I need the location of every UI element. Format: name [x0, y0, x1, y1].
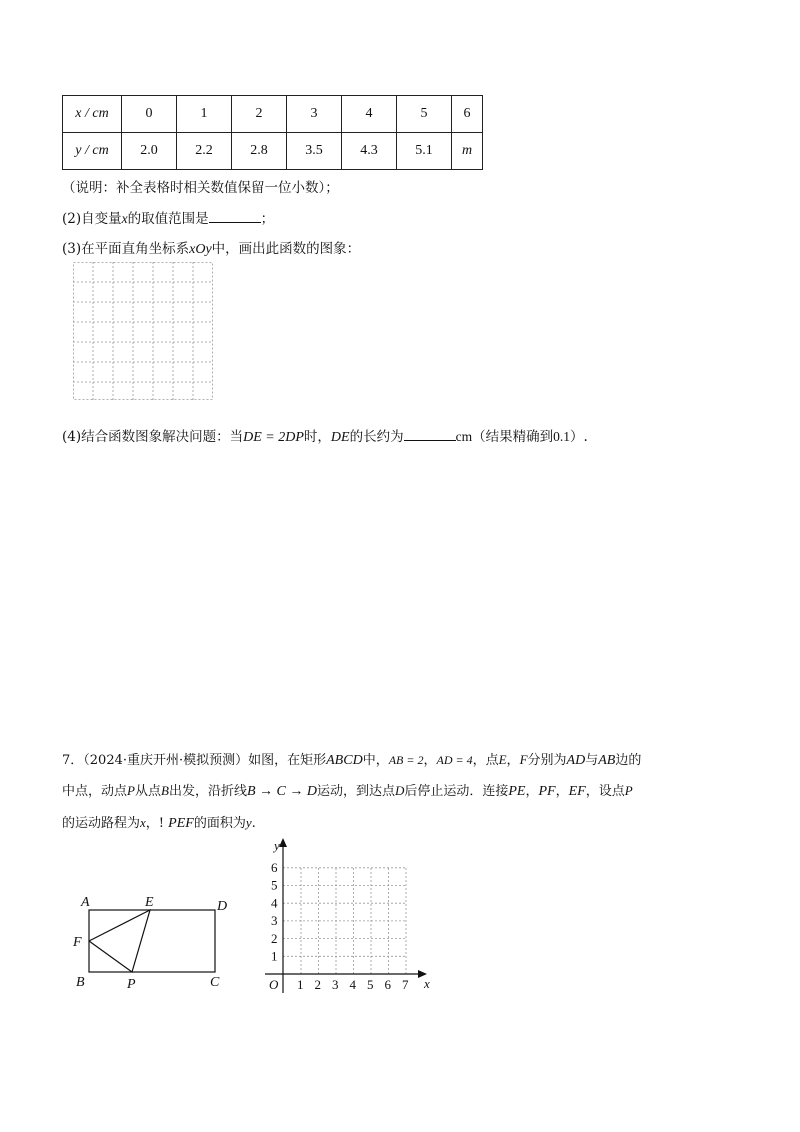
q7-text: 7．（2024·重庆开州·模拟预测）如图，在矩形 — [62, 753, 327, 768]
x-header: x / cm — [63, 96, 122, 133]
answer-blank[interactable] — [209, 222, 261, 223]
triangle-pef — [89, 910, 150, 972]
q7-e: E — [498, 752, 507, 767]
x-cell: 4 — [342, 96, 397, 133]
x-cell: 2 — [232, 96, 287, 133]
q3-prefix: (3)在平面直角坐标系 — [62, 241, 190, 257]
question-2 — [62, 207, 274, 227]
label-b: B — [76, 975, 85, 990]
y-tick-label: 4 — [271, 895, 278, 911]
y-axis-arrow-icon — [279, 838, 287, 847]
grid-lines — [283, 868, 406, 974]
q7-ab-label: AB — [598, 753, 616, 768]
coordinate-grid[interactable] — [255, 833, 440, 995]
x-cell: 5 — [397, 96, 452, 133]
q7-text: ，点 — [472, 753, 499, 768]
y-cell: 2.0 — [122, 133, 177, 170]
y-tick-label: 1 — [271, 948, 278, 964]
q7-text: 从点 — [134, 784, 161, 799]
q2-suffix: 的取值范围是 — [127, 211, 209, 227]
q7-path: B → C → D — [246, 784, 317, 799]
q4-precision: 0.1 — [553, 429, 570, 444]
question-7-line-2: 中点，动点P从点B出发，沿折线B → C → D运动，到达点D后停止运动．连接PE，PF，EF，设点P — [62, 783, 633, 799]
label-e: E — [145, 895, 154, 910]
q7-text: 的运动路程为 — [62, 816, 141, 831]
q4-end: ）. — [569, 429, 588, 445]
question-3 — [62, 237, 360, 258]
x-tick-label: 2 — [314, 977, 321, 992]
y-tick-label: 6 — [271, 860, 278, 875]
y-cell: 3.5 — [287, 133, 342, 170]
q7-pf: PF — [538, 784, 556, 799]
q3-suffix: 中，画出此函数的图象： — [211, 241, 361, 257]
q4-tail: （结果精确到 — [472, 429, 554, 445]
q7-text: 分别为 — [527, 753, 567, 768]
q7-p: P — [127, 783, 135, 798]
q7-x: x — [140, 815, 146, 830]
q7-y: y — [245, 815, 252, 830]
origin-label: O — [269, 977, 279, 992]
y-cell: 2.2 — [177, 133, 232, 170]
question-7-line-1 — [62, 749, 641, 769]
q2-prefix: (2)自变量 — [62, 211, 122, 227]
q7-text: 边的 — [615, 753, 642, 768]
x-cell: 6 — [452, 96, 483, 133]
empty-drawing-grid[interactable] — [73, 262, 213, 400]
x-tick-label: 7 — [402, 977, 409, 992]
q7-text: 后停止运动．连接 — [404, 784, 509, 799]
q7-ad: AD = 4 — [436, 753, 473, 767]
x-tick-label: 4 — [349, 977, 356, 992]
y-cell-m: m — [452, 133, 483, 170]
y-tick-label: 5 — [271, 877, 278, 893]
q7-text: ， — [506, 753, 520, 768]
q7-text: ，! — [145, 816, 169, 831]
q3-math: xOy — [189, 242, 212, 257]
question-4 — [62, 425, 588, 446]
table-note: （说明：补全表格时相关数值保留一位小数）； — [62, 180, 339, 196]
q7-d: D — [394, 783, 405, 798]
q7-text: 中点，动点 — [62, 784, 128, 799]
q7-p: P — [624, 783, 633, 798]
q7-ad-label: AD — [566, 753, 586, 768]
label-a: A — [81, 895, 90, 910]
q7-rect: ABCD — [326, 753, 363, 768]
table-row-x — [63, 96, 483, 133]
q2-var: x — [121, 211, 128, 226]
q7-f: F — [519, 752, 528, 767]
q7-text: 与 — [585, 753, 599, 768]
q7-b: B — [160, 783, 169, 798]
q7-ef: EF — [568, 784, 586, 799]
label-p: P — [127, 977, 136, 990]
x-cell: 0 — [122, 96, 177, 133]
y-tick-label: 2 — [271, 930, 278, 946]
q7-pe: PE — [508, 784, 526, 799]
q7-text: 的面积为 — [193, 816, 246, 831]
rectangle-figure — [70, 890, 240, 990]
y-axis-label: y — [274, 838, 280, 853]
x-tick-label: 1 — [297, 977, 304, 992]
label-f: F — [73, 935, 82, 950]
x-tick-label: 5 — [367, 977, 374, 992]
y-tick-label: 3 — [271, 913, 278, 929]
y-cell: 5.1 — [397, 133, 452, 170]
y-cell: 4.3 — [342, 133, 397, 170]
q7-text: 出发，沿折线 — [168, 784, 247, 799]
x-cell: 3 — [287, 96, 342, 133]
table-row-y — [63, 133, 483, 170]
y-header: y / cm — [63, 133, 122, 170]
answer-blank[interactable] — [404, 440, 456, 441]
label-c: C — [210, 975, 220, 990]
q4-de: DE — [330, 430, 350, 445]
q7-text: 运动，到达点 — [316, 784, 395, 799]
q4-prefix: (4)结合函数图象解决问题：当 — [62, 429, 244, 445]
q4-mid: 时， — [303, 429, 331, 445]
q4-mid2: 的长约为 — [349, 429, 404, 445]
y-cell: 2.8 — [232, 133, 287, 170]
q7-ab: AB = 2 — [388, 753, 424, 767]
x-tick-label: 6 — [384, 977, 391, 992]
data-table — [62, 95, 483, 170]
q7-text: 中， — [362, 753, 389, 768]
question-7-line-3 — [62, 812, 256, 832]
q7-pef: PEF — [168, 816, 194, 831]
q7-text: . — [251, 816, 256, 831]
q2-end: ； — [260, 211, 275, 227]
x-tick-label: 3 — [332, 977, 339, 992]
rectangle-abcd — [89, 910, 215, 972]
label-d: D — [217, 899, 228, 914]
x-cell: 1 — [177, 96, 232, 133]
x-axis-label: x — [424, 976, 430, 991]
q4-unit: cm — [455, 429, 473, 444]
q4-equation: DE = 2DP — [243, 430, 304, 445]
q7-text: ，设点 — [585, 784, 625, 799]
q7-text: ， — [423, 753, 437, 768]
